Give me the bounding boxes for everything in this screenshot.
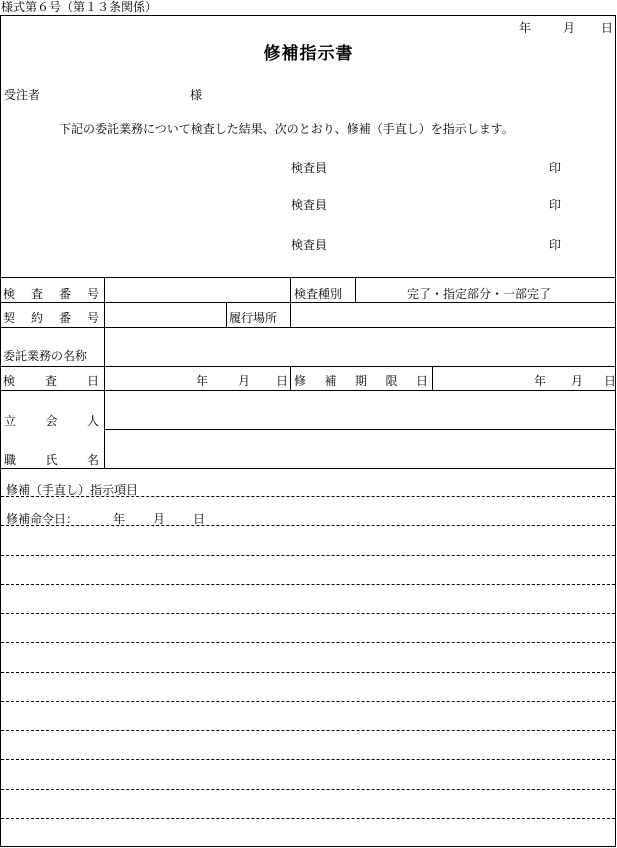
repair-deadline-label: 修 補 期 限 日 bbox=[294, 374, 428, 388]
inspection-date-month: 月 bbox=[238, 374, 251, 388]
date-year-label: 年 bbox=[519, 21, 532, 35]
table-rule bbox=[0, 302, 616, 303]
repair-deadline-year: 年 bbox=[534, 374, 547, 388]
repair-order-month: 月 bbox=[153, 512, 166, 526]
table-rule bbox=[0, 327, 616, 328]
contractor-label: 受注者 bbox=[4, 88, 41, 102]
repair-deadline-month: 月 bbox=[571, 374, 584, 388]
form-number: 様式第６号（第１３条関係） bbox=[1, 0, 158, 14]
table-rule bbox=[355, 277, 356, 302]
writing-line bbox=[1, 613, 615, 614]
inspection-date-label: 検 査 日 bbox=[3, 374, 99, 388]
table-rule bbox=[0, 390, 616, 391]
document-title: 修補指示書 bbox=[263, 44, 354, 64]
table-rule bbox=[0, 277, 616, 278]
inspector-label: 検査員 bbox=[291, 198, 328, 212]
table-rule bbox=[290, 277, 291, 327]
table-rule bbox=[290, 366, 291, 390]
seal-mark: 印 bbox=[549, 198, 562, 212]
inspector-label: 検査員 bbox=[291, 238, 328, 252]
date-day-label: 日 bbox=[601, 21, 614, 35]
writing-line bbox=[1, 642, 615, 643]
table-rule bbox=[104, 429, 616, 430]
writing-line bbox=[1, 672, 615, 673]
seal-mark: 印 bbox=[549, 161, 562, 175]
repair-order-year: 年 bbox=[113, 512, 126, 526]
repair-order-day: 日 bbox=[193, 512, 206, 526]
writing-line bbox=[1, 496, 615, 497]
writing-line bbox=[1, 584, 615, 585]
repair-items-label: 修補（手直し）指示項目 bbox=[6, 483, 139, 497]
form-frame bbox=[0, 15, 616, 847]
performance-place-label: 履行場所 bbox=[229, 311, 278, 325]
inspection-number-label: 検 査 番 号 bbox=[3, 287, 99, 301]
date-month-label: 月 bbox=[563, 21, 576, 35]
table-rule bbox=[226, 302, 227, 327]
position-name-label: 職 氏 名 bbox=[4, 453, 99, 467]
inspection-type-options: 完了・指定部分・一部完了 bbox=[407, 287, 552, 301]
table-rule bbox=[104, 277, 105, 468]
writing-line bbox=[1, 555, 615, 556]
table-rule bbox=[0, 366, 616, 367]
repair-deadline-day: 日 bbox=[604, 374, 617, 388]
table-rule bbox=[0, 468, 616, 469]
contract-number-label: 契 約 番 号 bbox=[3, 311, 99, 325]
table-rule bbox=[432, 366, 433, 390]
inspection-date-day: 日 bbox=[276, 374, 289, 388]
writing-line bbox=[1, 730, 615, 731]
project-name-label: 委託業務の名称 bbox=[3, 349, 88, 363]
honorific-sama: 様 bbox=[190, 88, 203, 102]
witness-label: 立 会 人 bbox=[4, 414, 99, 428]
writing-line bbox=[1, 818, 615, 819]
repair-order-date-label: 修補命令日： bbox=[6, 512, 79, 526]
writing-line bbox=[1, 525, 615, 526]
instruction-text: 下記の委託業務について検査した結果、次のとおり、修補（手直し）を指示します。 bbox=[59, 122, 514, 136]
inspection-type-label: 検査種別 bbox=[294, 287, 343, 301]
seal-mark: 印 bbox=[549, 238, 562, 252]
writing-line bbox=[1, 701, 615, 702]
writing-line bbox=[1, 789, 615, 790]
inspector-label: 検査員 bbox=[291, 161, 328, 175]
writing-line bbox=[1, 759, 615, 760]
inspection-date-year: 年 bbox=[196, 374, 209, 388]
